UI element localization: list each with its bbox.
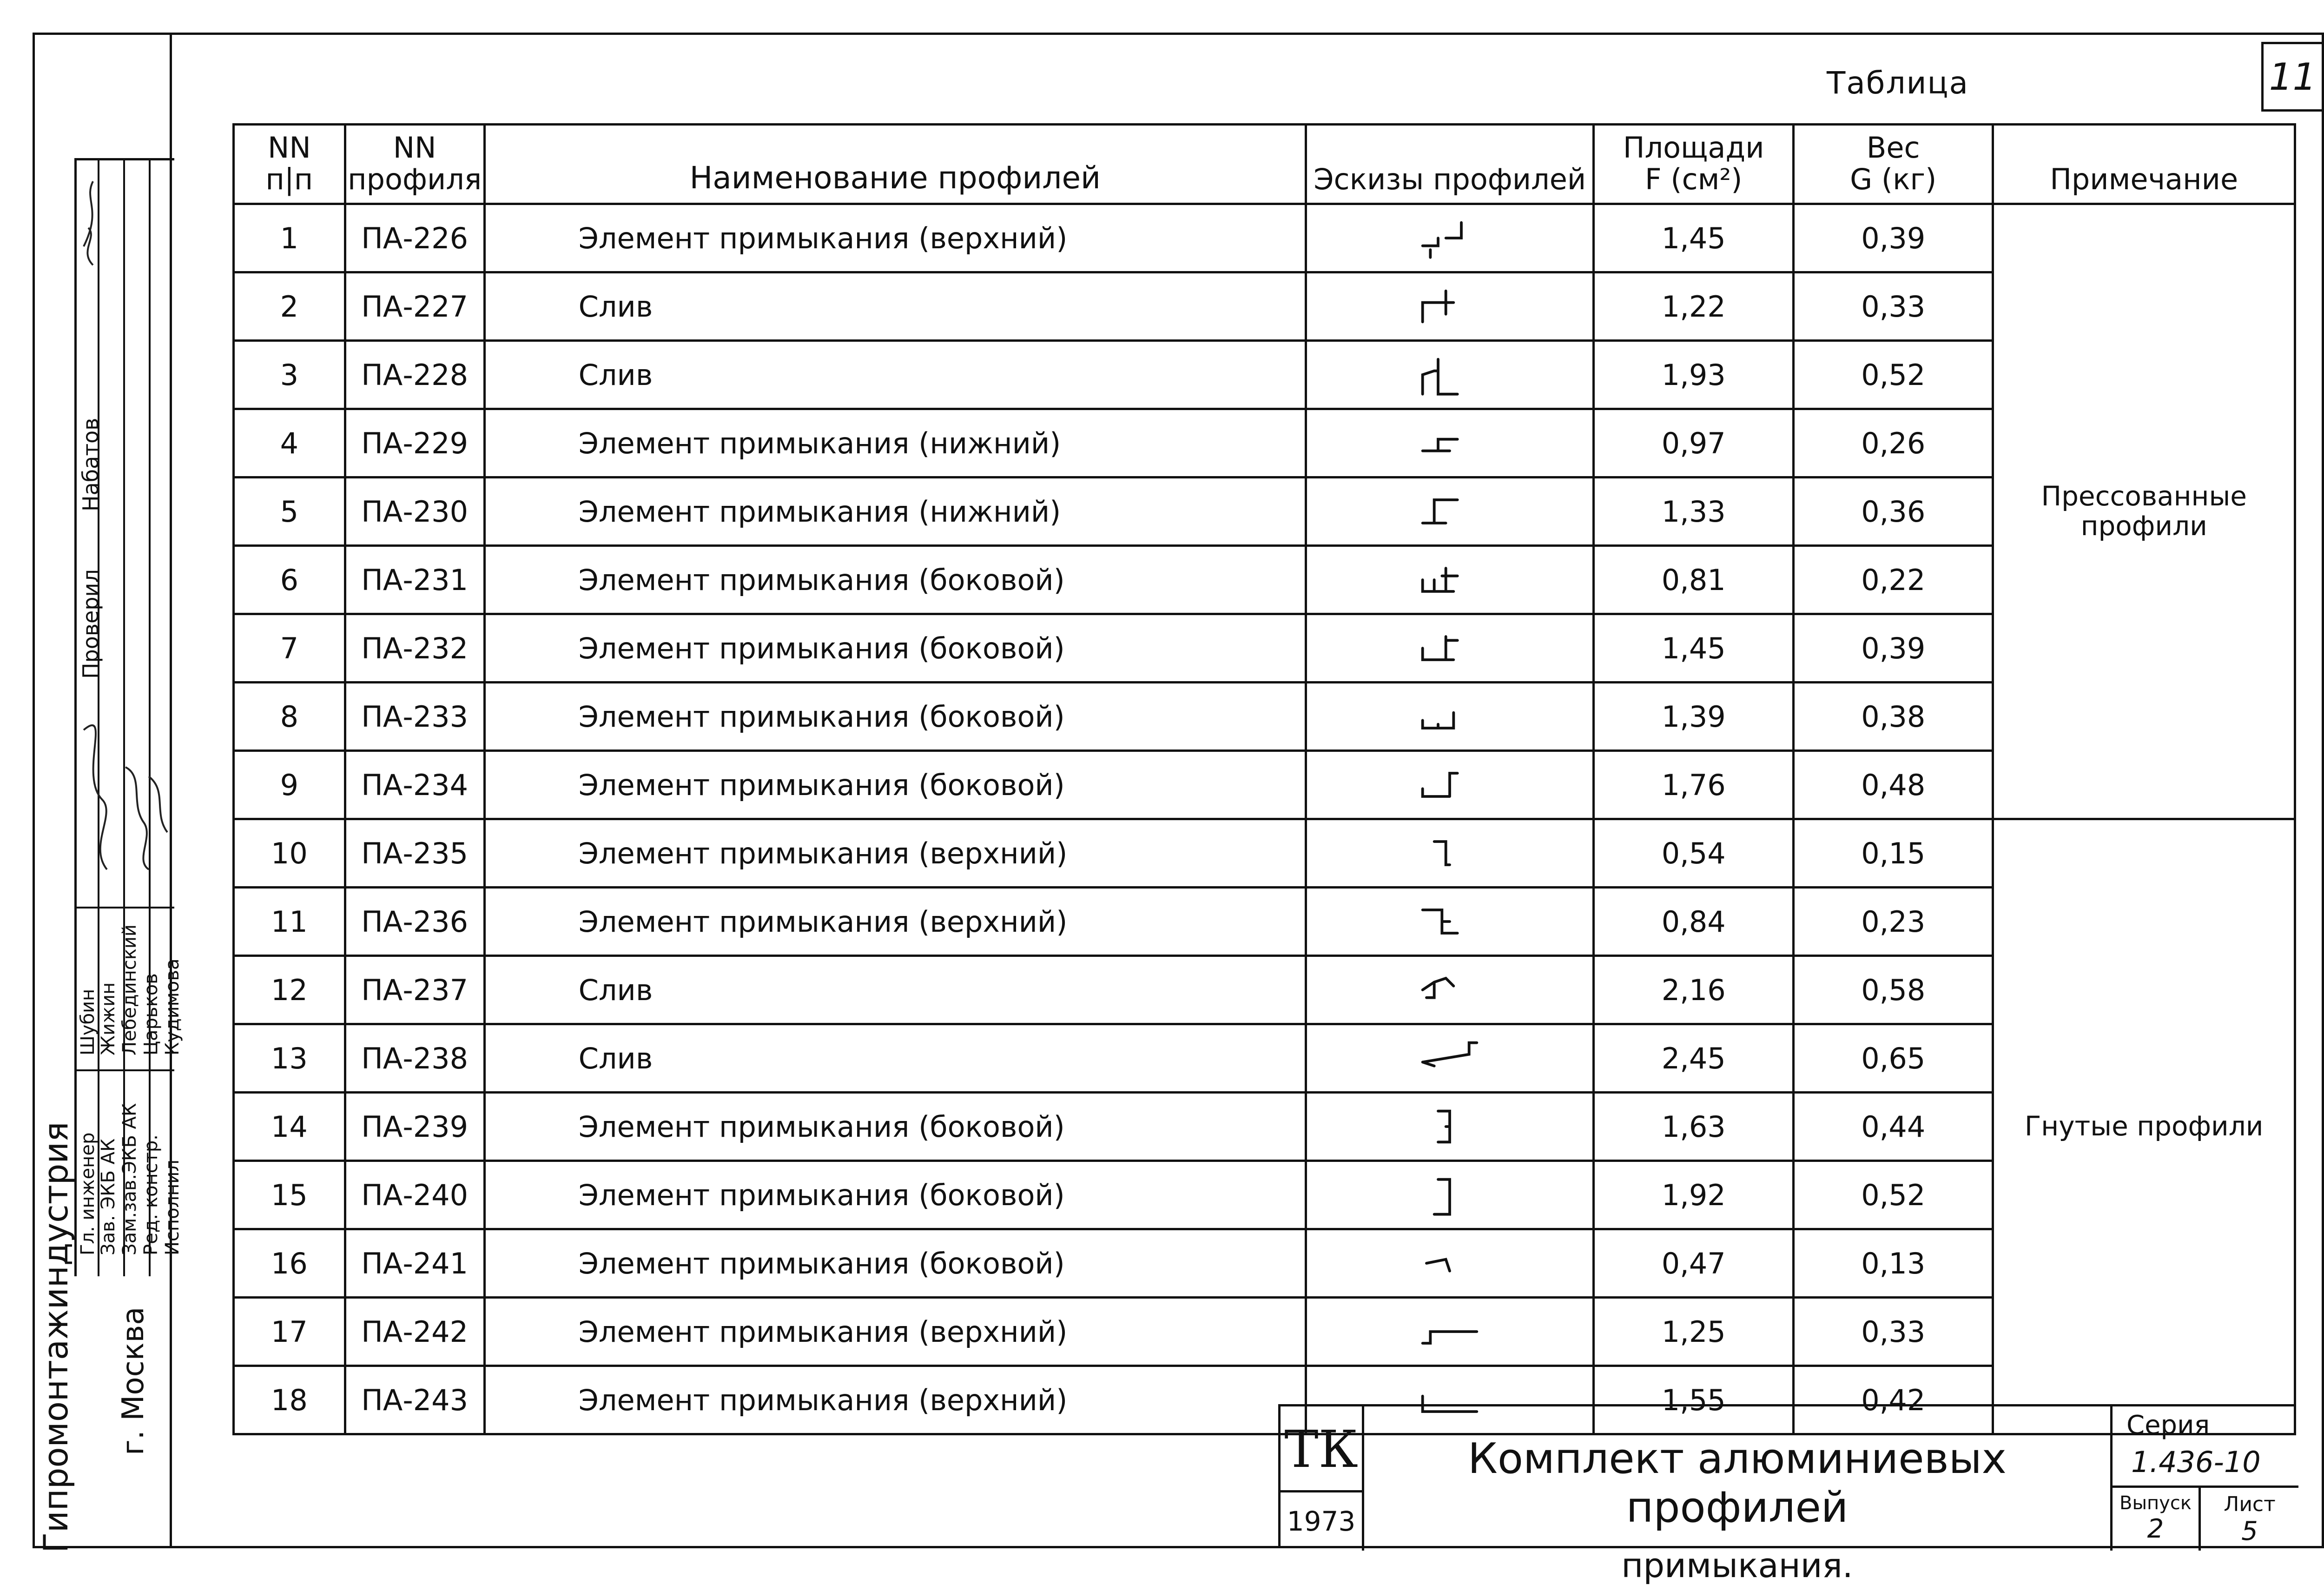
title-block [1278,1404,2296,1585]
area-value: 1,39 [1594,683,1794,751]
profile-sketch [1306,888,1594,956]
area-value: 0,81 [1594,546,1794,614]
col-name: Наименование профилей [484,125,1306,204]
profile-name: Элемент примыкания (боковой) [484,1161,1306,1229]
table-row [234,1229,2295,1298]
area-value: 0,97 [1594,409,1794,477]
row-number: 5 [234,477,345,546]
profile-number: ПА-226 [345,204,484,272]
role-2: Зам.зав.ЭКБ АК [119,1103,140,1255]
role-3: Ред. констр. [140,1134,162,1255]
col-weight: Вес G (кг) [1794,125,1993,204]
profile-name: Элемент примыкания (боковой) [484,751,1306,819]
signature-scribbles [74,172,172,962]
profile-sketch [1306,751,1594,819]
profile-sketch [1306,546,1594,614]
area-value: 1,45 [1594,204,1794,272]
profile-239-icon [1408,1103,1492,1150]
col-area: Площади F (см²) [1594,125,1794,204]
weight-value: 0,44 [1794,1093,1993,1161]
note-bent: Гнутые профили [1993,819,2295,1434]
profile-name: Элемент примыкания (верхний) [484,888,1306,956]
profile-number: ПА-231 [345,546,484,614]
profile-231-icon [1408,557,1492,603]
col-profile-no: NN профиля [345,125,484,204]
table-row [234,546,2295,614]
issue-cell [2113,1488,2201,1551]
profile-sketch [1306,1161,1594,1229]
profile-name: Элемент примыкания (верхний) [484,1298,1306,1366]
profile-number: ПА-239 [345,1093,484,1161]
profile-number: ПА-242 [345,1298,484,1366]
name-3: Царьков [140,973,162,1055]
area-value: 1,93 [1594,341,1794,409]
weight-value: 0,38 [1794,683,1993,751]
profile-227-icon [1408,283,1492,330]
table-row [234,956,2295,1024]
profile-number: ПА-234 [345,751,484,819]
row-number: 15 [234,1161,345,1229]
profile-name: Элемент примыкания (боковой) [484,614,1306,683]
row-number: 4 [234,409,345,477]
profile-sketch [1306,1298,1594,1366]
profile-sketch [1306,1093,1594,1161]
area-value: 1,22 [1594,272,1794,341]
row-number: 1 [234,204,345,272]
col-num: NN п|п [234,125,345,204]
issue-value: 2 [2147,1514,2164,1544]
profile-name: Элемент примыкания (нижний) [484,409,1306,477]
profile-name: Элемент примыкания (боковой) [484,683,1306,751]
weight-value: 0,22 [1794,546,1993,614]
profile-sketch [1306,1024,1594,1093]
name-1: Жижин [98,982,119,1055]
table-row [234,819,2295,888]
profile-name: Элемент примыкания (нижний) [484,477,1306,546]
checked-name: Набатов [78,418,103,511]
table-row [234,1161,2295,1229]
profile-name: Слив [484,272,1306,341]
row-number: 17 [234,1298,345,1366]
profile-240-icon [1408,1172,1492,1218]
profile-number: ПА-236 [345,888,484,956]
profile-number: ПА-232 [345,614,484,683]
sheet-cell [2201,1488,2298,1551]
profile-sketch [1306,477,1594,546]
profile-number: ПА-238 [345,1024,484,1093]
table-row [234,477,2295,546]
profile-name: Элемент примыкания (верхний) [484,204,1306,272]
sheet-label: Лист [2224,1492,2276,1516]
area-value: 1,76 [1594,751,1794,819]
profile-229-icon [1408,420,1492,466]
table-row [234,683,2295,751]
table-row [234,272,2295,341]
area-value: 0,54 [1594,819,1794,888]
profile-sketch [1306,956,1594,1024]
row-number: 7 [234,614,345,683]
table-row [234,409,2295,477]
profile-sketch [1306,683,1594,751]
col-note: Примечание [1993,125,2295,204]
row-number: 3 [234,341,345,409]
profile-number: ПА-241 [345,1229,484,1298]
row-number: 18 [234,1366,345,1434]
profile-236-icon [1408,898,1492,945]
area-value: 1,92 [1594,1161,1794,1229]
series-value: 1.436-10 [2131,1445,2261,1479]
weight-value: 0,52 [1794,1161,1993,1229]
role-4: Исполнил [162,1160,183,1255]
logo-cell [1281,1406,1364,1492]
note-pressed: Прессованные профили [1993,204,2295,819]
weight-value: 0,58 [1794,956,1993,1024]
area-value: 2,45 [1594,1024,1794,1093]
profile-number: ПА-229 [345,409,484,477]
area-value: 1,55 [1594,1366,1794,1434]
table-row [234,1024,2295,1093]
row-number: 16 [234,1229,345,1298]
table-row [234,341,2295,409]
table-title: Таблица [1827,65,1969,101]
profile-name: Элемент примыкания (верхний) [484,1366,1306,1434]
profile-237-icon [1408,967,1492,1013]
area-value: 0,84 [1594,888,1794,956]
row-number: 14 [234,1093,345,1161]
row-number: 10 [234,819,345,888]
weight-value: 0,39 [1794,204,1993,272]
profile-sketch [1306,409,1594,477]
profile-name: Слив [484,956,1306,1024]
stamp-title [1364,1406,2113,1585]
area-value: 1,33 [1594,477,1794,546]
stamp-title-line-1: Комплект алюминиевых профилей [1468,1434,2007,1532]
area-value: 1,25 [1594,1298,1794,1366]
profile-241-icon [1408,1240,1492,1287]
weight-value: 0,13 [1794,1229,1993,1298]
weight-value: 0,52 [1794,341,1993,409]
weight-value: 0,65 [1794,1024,1993,1093]
sheet-value: 5 [2241,1516,2258,1546]
row-number: 6 [234,546,345,614]
weight-value: 0,39 [1794,614,1993,683]
profile-number: ПА-237 [345,956,484,1024]
weight-value: 0,33 [1794,272,1993,341]
profile-number: ПА-230 [345,477,484,546]
table-row [234,751,2295,819]
table-row [234,204,2295,272]
profile-sketch [1306,272,1594,341]
name-4: Кудимова [162,958,183,1055]
weight-value: 0,26 [1794,409,1993,477]
profile-226-icon [1408,215,1492,261]
profile-number: ПА-233 [345,683,484,751]
year: 1973 [1287,1505,1356,1537]
logo-tk: ТК [1284,1419,1358,1479]
profile-name: Элемент примыкания (боковой) [484,1229,1306,1298]
stamp-title-line-2: примыкания. [1621,1546,1853,1585]
profile-234-icon [1408,762,1492,808]
weight-value: 0,23 [1794,888,1993,956]
profile-242-icon [1408,1308,1492,1355]
profile-name: Элемент примыкания (верхний) [484,819,1306,888]
profile-number: ПА-240 [345,1161,484,1229]
weight-value: 0,36 [1794,477,1993,546]
profile-sketch [1306,204,1594,272]
area-value: 2,16 [1594,956,1794,1024]
profile-228-icon [1408,351,1492,398]
profile-232-icon [1408,625,1492,671]
checked-label: Проверил [78,569,103,679]
profile-230-icon [1408,488,1492,535]
role-0: Гл. инженер [77,1132,99,1255]
profile-sketch [1306,819,1594,888]
row-number: 12 [234,956,345,1024]
sheet-number: 11 [2261,42,2324,112]
profile-number: ПА-243 [345,1366,484,1434]
profile-sketch [1306,341,1594,409]
profile-233-icon [1408,693,1492,740]
weight-value: 0,15 [1794,819,1993,888]
table-row [234,614,2295,683]
weight-value: 0,48 [1794,751,1993,819]
title-strip [33,33,183,1553]
organization-name: Гипромонтажиндустрия [36,1121,75,1553]
name-0: Шубин [77,988,99,1055]
profile-number: ПА-227 [345,272,484,341]
area-value: 1,63 [1594,1093,1794,1161]
row-number: 11 [234,888,345,956]
profile-name: Элемент примыкания (боковой) [484,546,1306,614]
table-row [234,888,2295,956]
series-cell [2113,1406,2298,1488]
area-value: 0,47 [1594,1229,1794,1298]
year-cell [1281,1492,1364,1551]
role-1: Зав. ЭКБ АК [98,1138,119,1255]
city-name: г. Москва [116,1306,151,1455]
profile-name: Слив [484,341,1306,409]
profiles-table [232,123,2296,1435]
name-2: Лебединский [119,924,140,1055]
profile-number: ПА-235 [345,819,484,888]
profile-name: Элемент примыкания (боковой) [484,1093,1306,1161]
issue-label: Выпуск [2119,1492,2192,1514]
row-number: 2 [234,272,345,341]
profile-sketch [1306,1229,1594,1298]
profile-number: ПА-228 [345,341,484,409]
row-number: 13 [234,1024,345,1093]
table-header-row [234,125,2295,204]
table-row [234,1298,2295,1366]
profile-235-icon [1408,830,1492,876]
series-label: Серия [2126,1410,2210,1440]
area-value: 1,45 [1594,614,1794,683]
weight-value: 0,33 [1794,1298,1993,1366]
profile-238-icon [1408,1035,1492,1081]
profile-sketch [1306,614,1594,683]
table-row [234,1093,2295,1161]
weight-value: 0,42 [1794,1366,1993,1434]
row-number: 9 [234,751,345,819]
row-number: 8 [234,683,345,751]
col-sketch: Эскизы профилей [1306,125,1594,204]
profile-name: Слив [484,1024,1306,1093]
